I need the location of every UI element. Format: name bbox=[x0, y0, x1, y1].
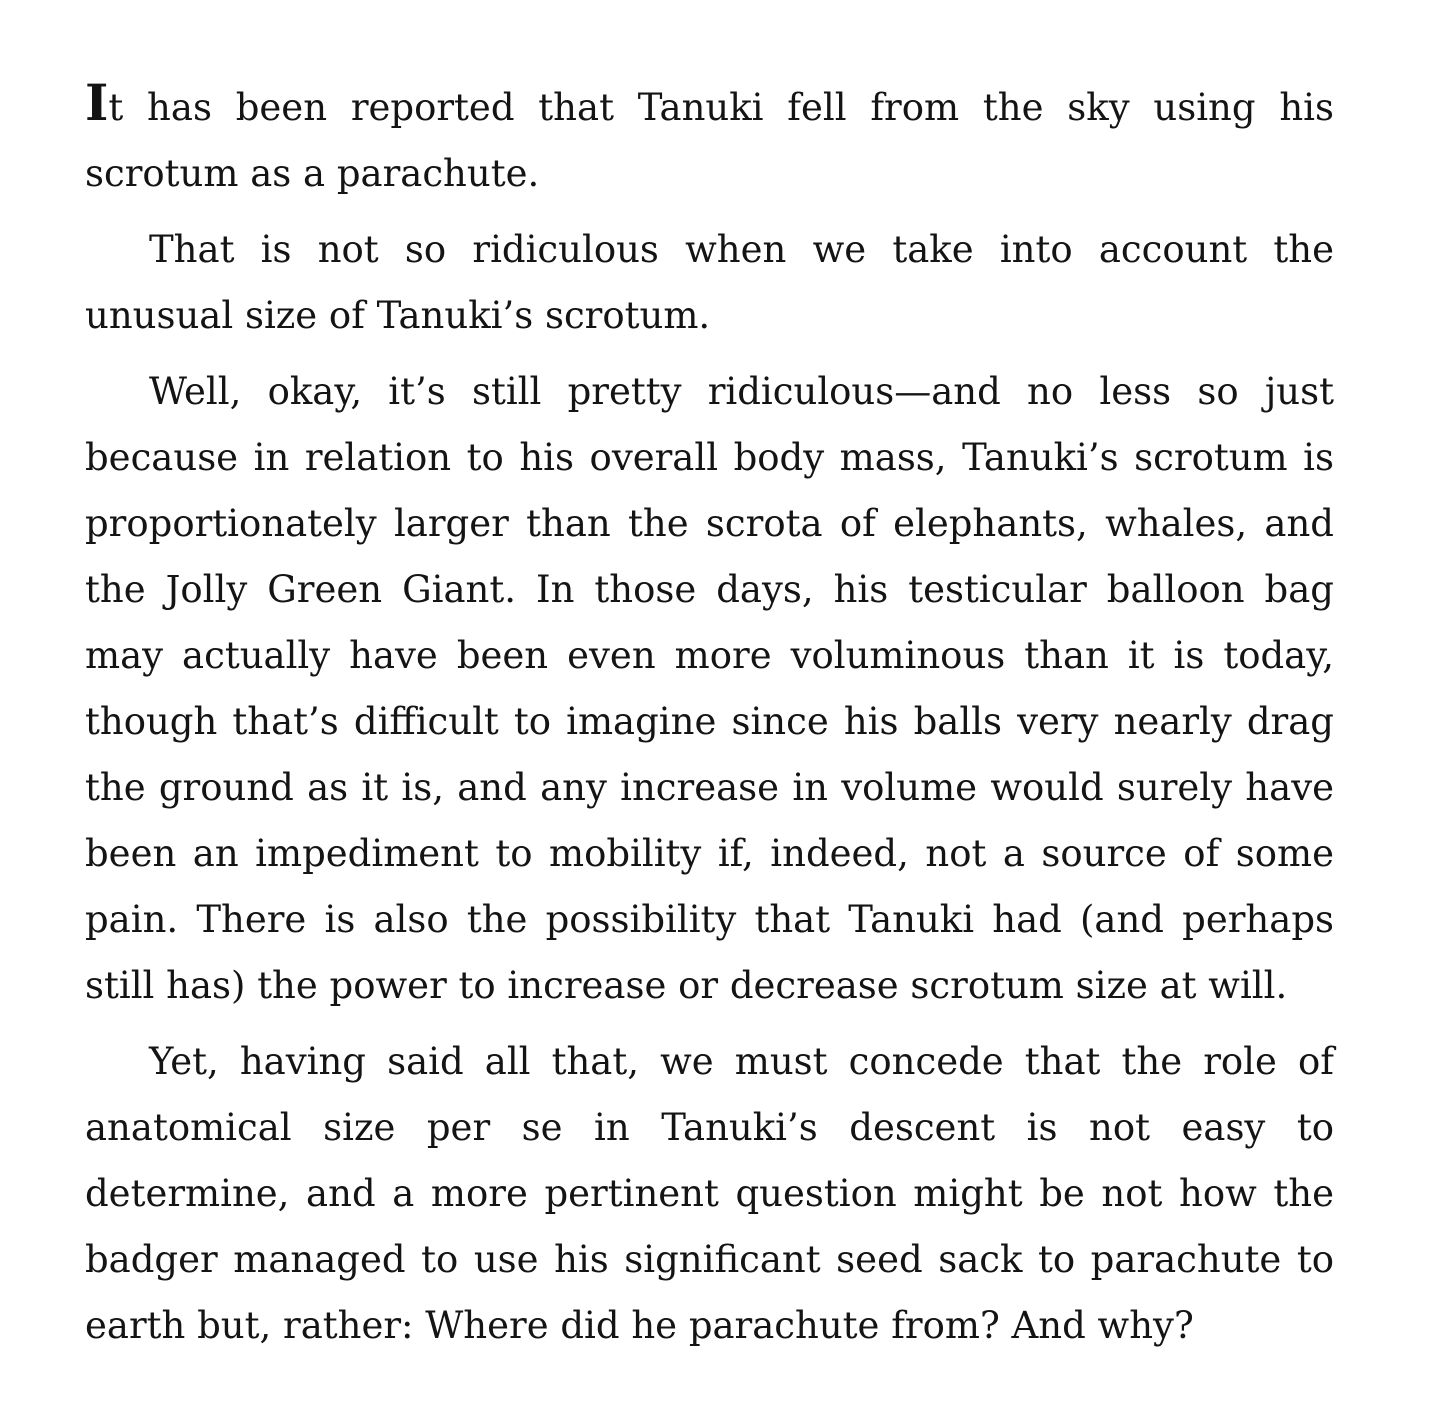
drop-cap: I bbox=[85, 73, 109, 132]
paragraph-1-text: t has been reported that Tanuki fell from the sky using his scrotum as a parachute. bbox=[85, 86, 1334, 195]
paragraph-4: Yet, having said all that, we must concede that the role of anatomical size per se in Tanuki’s descent is not easy to determine, and a more pertinent question might be not how the badger managed to use his significant seed sack to parachute to earth but, rather: Where did he parachute from? And why? bbox=[85, 1040, 1334, 1347]
paragraph-3: Well, okay, it’s still pretty ridiculous—and no less so just because in relation to his overall body mass, Tanuki’s scrotum is proportionately larger than the scrota of elephants, whales, and the Jolly Green Giant. In those days, his testicular balloon bag may actually have been even more voluminous than it is today, though that’s difficult to imagine since his balls very nearly drag the ground as it is, and any increase in volume would surely have been an impediment to mobility if, indeed, not a source of some pain. There is also the possibility that Tanuki had (and perhaps still has) the power to increase or decrease scrotum size at will. bbox=[85, 370, 1334, 1007]
paragraph-1 bbox=[85, 70, 1334, 207]
paragraph-2: That is not so ridiculous when we take into account the unusual size of Tanuki’s scrotum. bbox=[85, 228, 1334, 337]
document-page bbox=[85, 70, 1334, 1369]
